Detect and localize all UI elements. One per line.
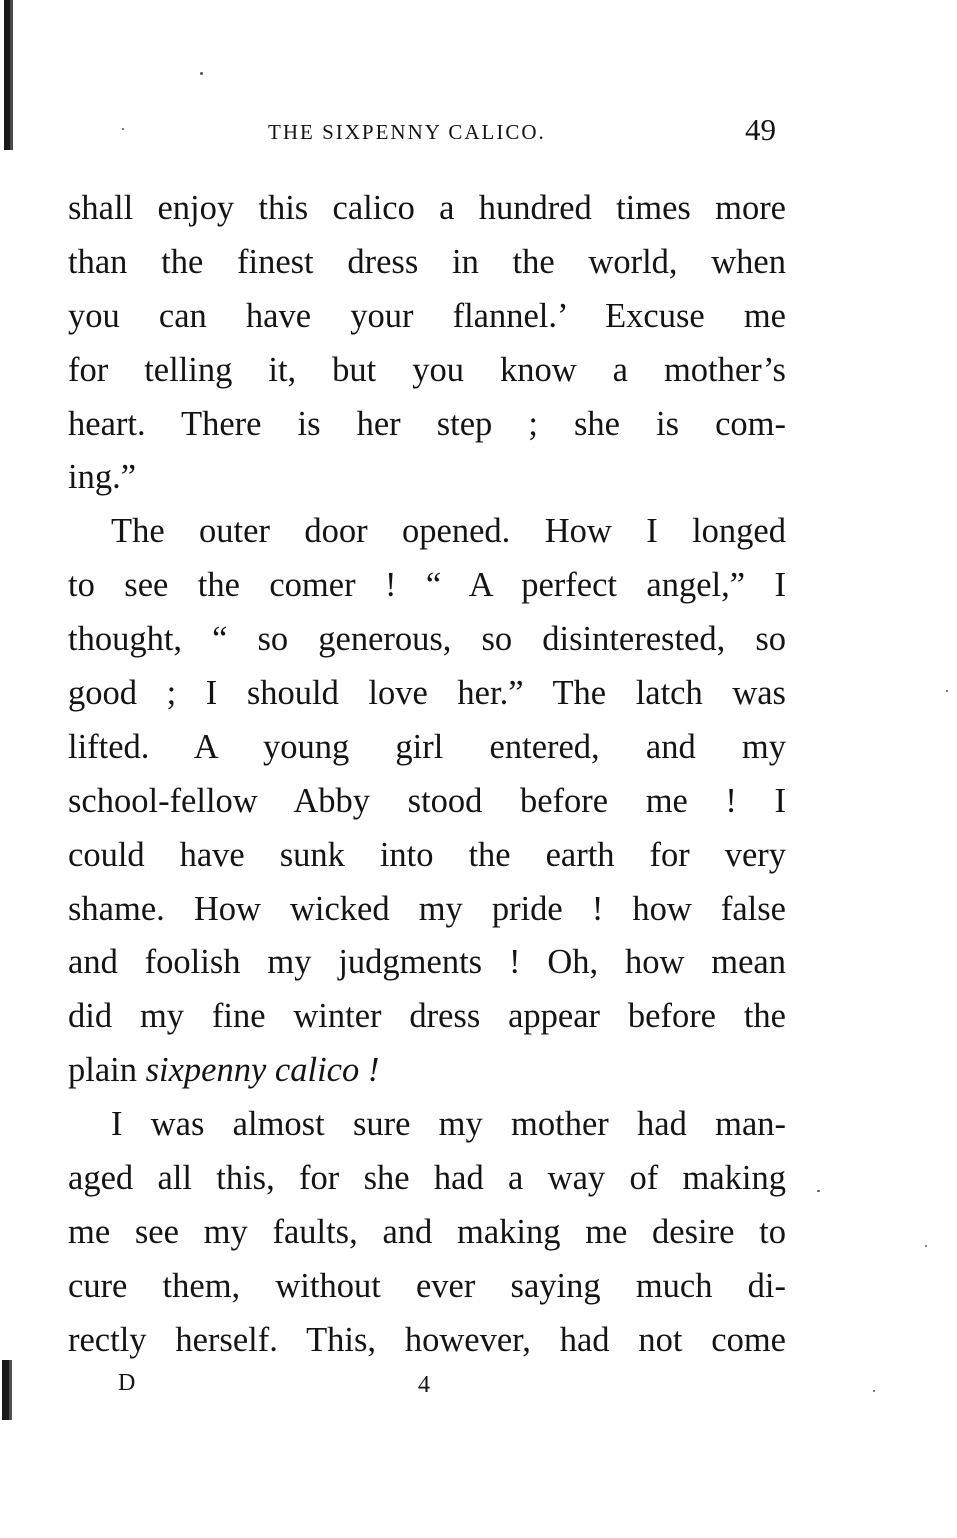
scan-speck [817,1190,820,1192]
text-line: shame. How wicked my pride ! how false [68,889,786,928]
text-line: aged all this, for she had a way of making [68,1159,786,1198]
text-line-plain [68,1044,786,1098]
text-line: did my fine winter dress appear before the [68,997,786,1036]
text-line: rectly herself. This, however, had not come [68,1320,786,1359]
italic-phrase: sixpenny calico ! [145,1051,380,1090]
text-line: for telling it, but you know a mother’s [68,350,786,389]
text-line: could have sunk into the earth for very [68,835,786,874]
text-line: heart. There is her step ; she is com- [68,404,786,443]
text-line: cure them, without ever saying much di- [68,1266,786,1305]
body-text [68,182,786,1368]
signature-number: 4 [418,1372,430,1398]
text-line: to see the comer ! “ A perfect angel,” I [68,566,786,605]
text-line: me see my faults, and making me desire to [68,1212,786,1251]
scan-speck [200,72,203,75]
page-number: 49 [745,112,776,147]
text-line: ing.” [68,458,137,497]
text-line: lifted. A young girl entered, and my [68,727,786,766]
plain-word: plain [68,1051,146,1090]
scan-edge-mark-bottom [2,1360,16,1420]
text-line: shall enjoy this calico a hundred times more [68,189,786,227]
scan-edge-mark-top [4,0,18,150]
scan-speck [946,690,948,692]
scan-speck [925,1245,927,1247]
signature-letter: D [118,1370,136,1396]
scan-speck [873,1390,875,1392]
text-line: you can have your flannel.’ Excuse me [68,296,786,335]
scan-speck [122,128,124,130]
text-line: than the finest dress in the world, when [68,242,786,281]
running-head: THE SIXPENNY CALICO. [268,120,546,144]
text-line: good ; I should love her.” The latch was [68,674,786,713]
text-line: I was almost sure my mother had man- [111,1105,786,1144]
text-line: thought, “ so generous, so disinterested, so [68,620,786,659]
text-line: The outer door opened. How I longed [111,512,786,551]
text-line: school-fellow Abby stood before me ! I [68,781,786,820]
text-line: and foolish my judgments ! Oh, how mean [68,943,786,982]
